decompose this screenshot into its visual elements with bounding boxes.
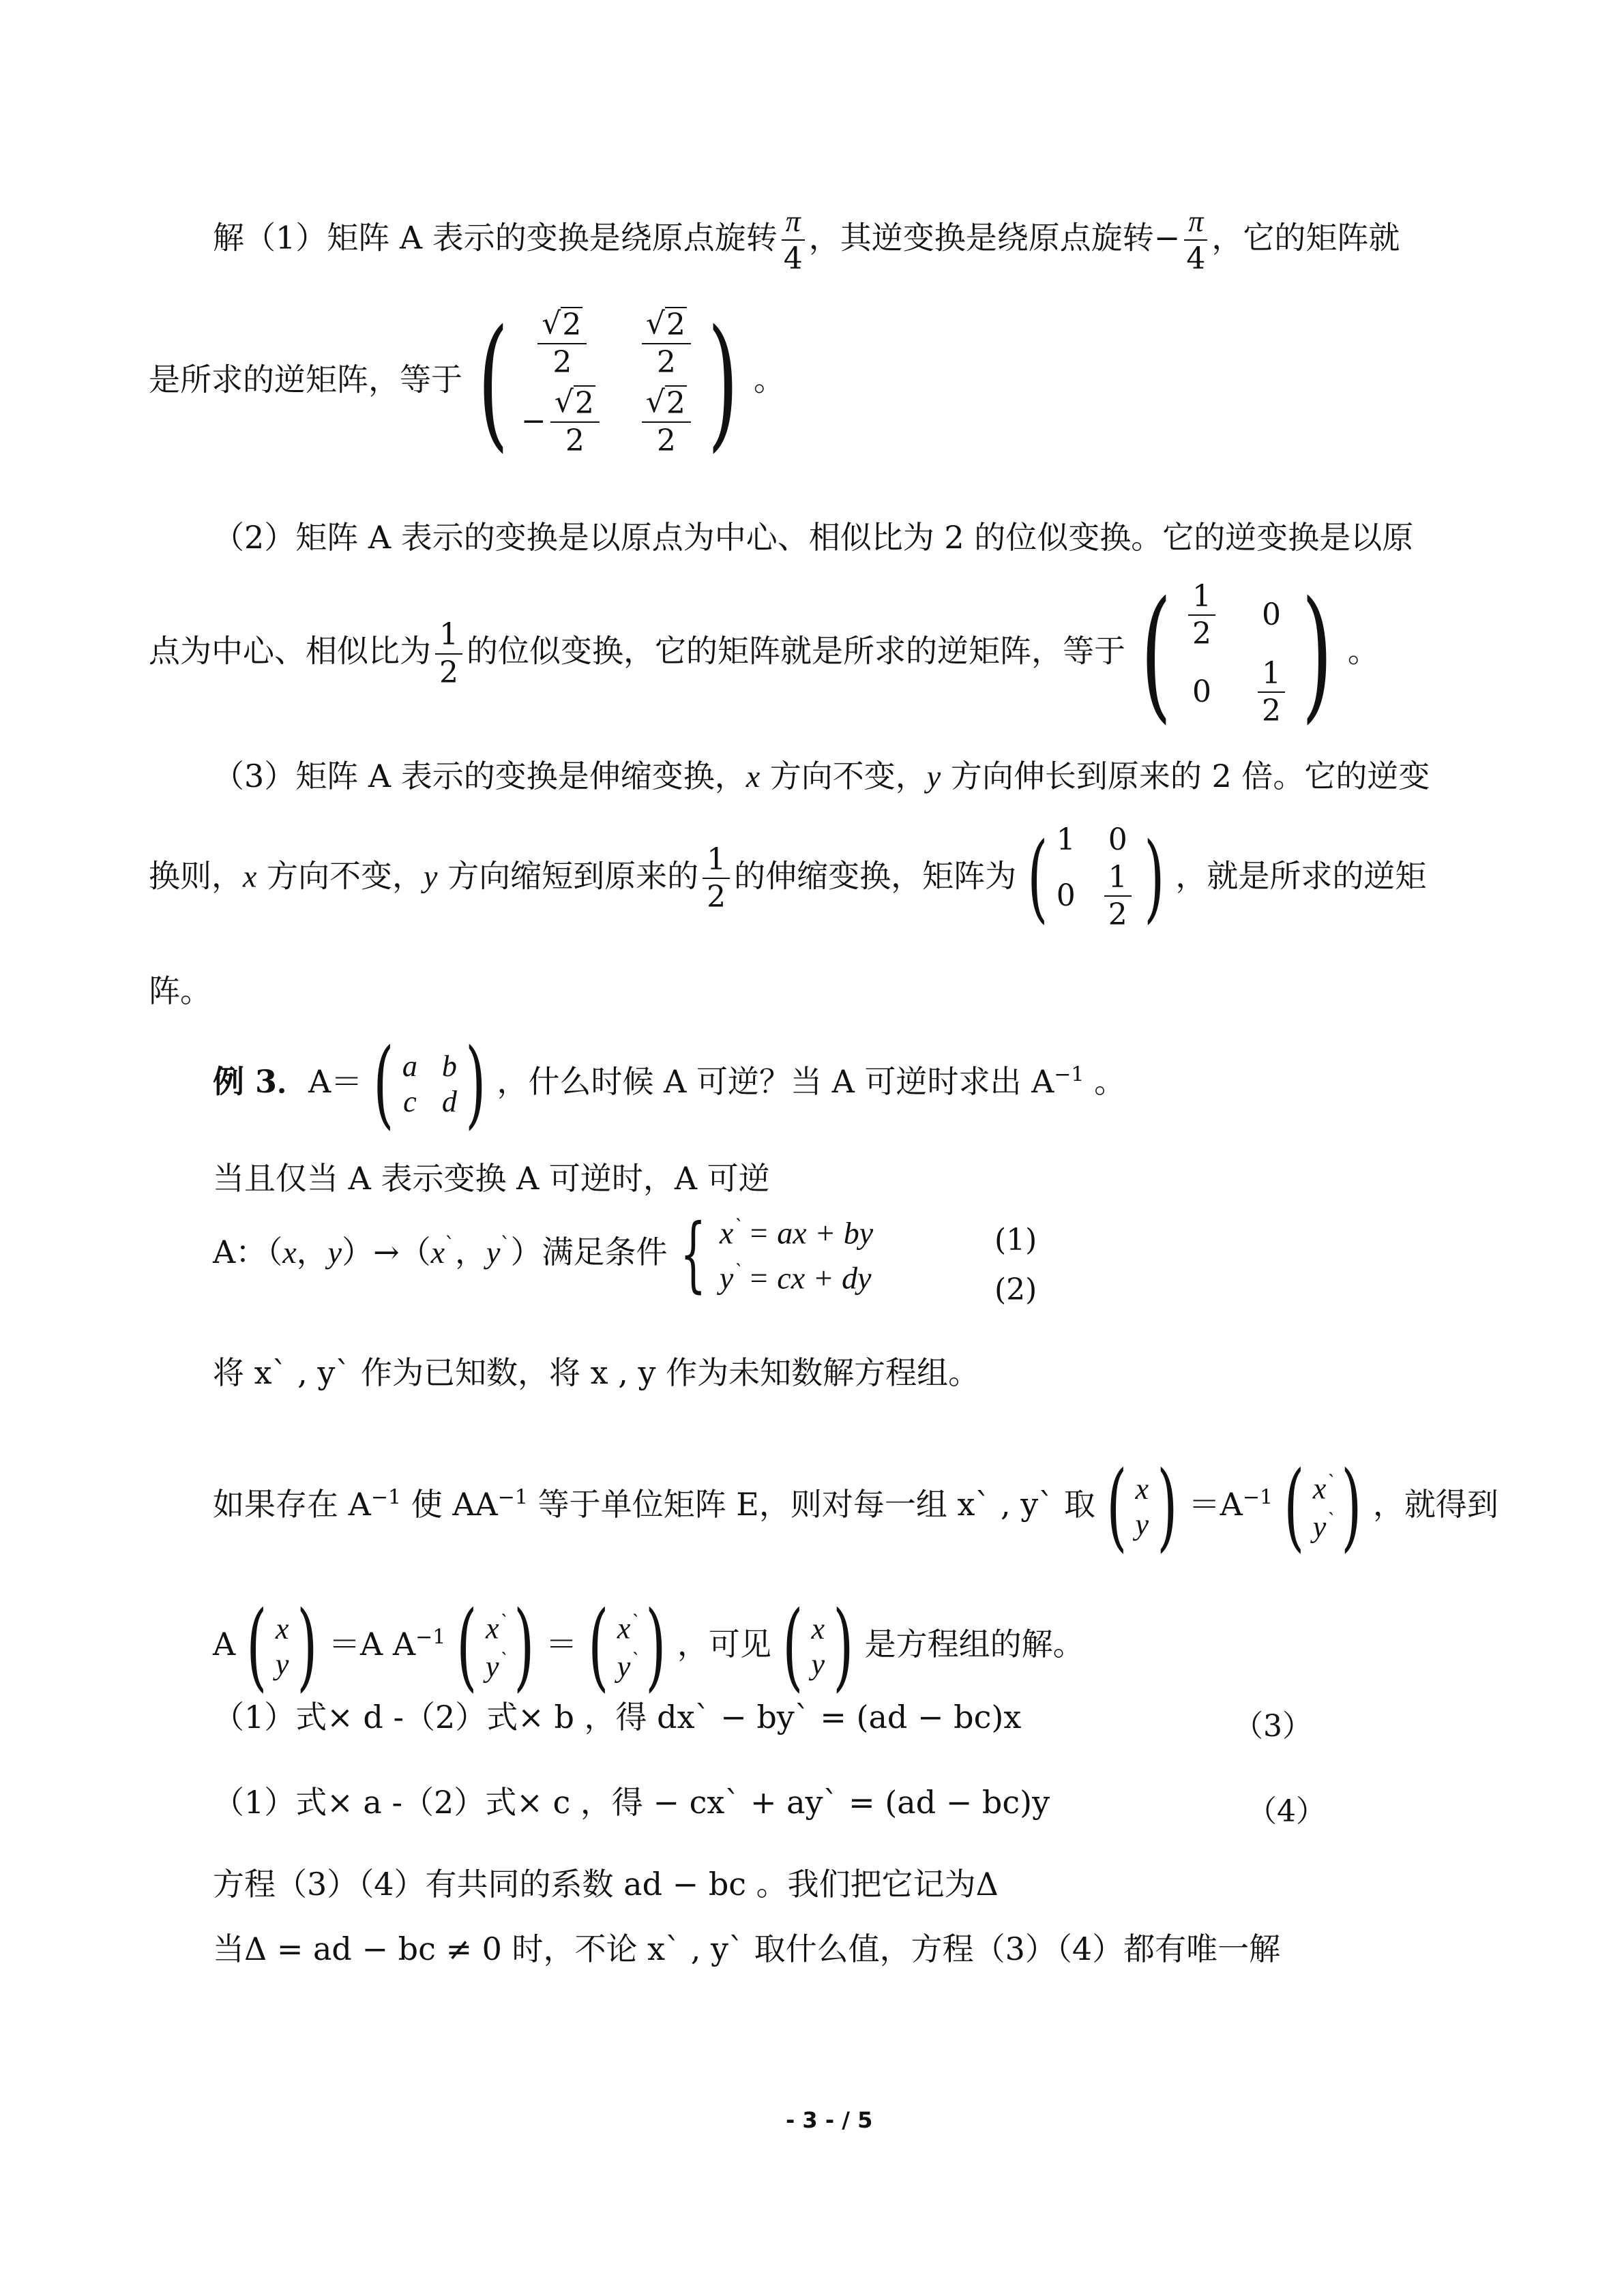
matrix-cell: a	[402, 1049, 417, 1083]
inverse-rotation-matrix: ( √ 2 2 √ 2 2 − √ 2 2 √ 2 2 )	[477, 298, 739, 466]
example3-line6: （1）式× d -（2）式× b ，得 dx` − by` = (ad − bc)x	[213, 1699, 1022, 1735]
page-number: - 3 - / 5	[786, 2107, 873, 2133]
equation-number-1: (1)	[994, 1223, 1037, 1257]
example3-line8: 方程（3）（4）有共同的系数 ad − bc 。我们把它记为Δ	[213, 1866, 999, 1903]
example3-line7: （1）式× a -（2）式× c ，得 − cx` + ay` = (ad − bc)y	[213, 1784, 1050, 1821]
matrix-cell: 1	[1056, 822, 1076, 857]
solution-part2-line1: （2）矩阵 A 表示的变换是以原点为中心、相似比为 2 的位似变换。它的逆变换是以原	[213, 519, 1414, 556]
solution-part1-line2: 是所求的逆矩阵，等于 ( √ 2 2 √ 2 2 − √ 2 2 √ 2 2 ) 。	[149, 298, 785, 466]
example3-line1: 当且仅当 A 表示变换 A 可逆时，A 可逆	[213, 1160, 770, 1197]
matrix-cell: $\frac{1}{2}$	[1188, 580, 1215, 651]
equation-number-4: （4）	[1247, 1794, 1326, 1829]
equation-number-2: (2)	[994, 1272, 1037, 1307]
matrix-cell: √ 2 2	[642, 307, 691, 380]
matrix-cell: 0	[1056, 878, 1076, 914]
equation-system: { x` = ax + by y` = cx + dy	[680, 1207, 874, 1302]
matrix-cell: $\frac{1}{2}$	[1258, 657, 1285, 728]
matrix-cell: d	[441, 1085, 457, 1118]
matrix-A: ( a b c d )	[373, 1028, 486, 1139]
solution-part3-line2: 换则，x 方向不变，y 方向缩短到原来的 $\frac{1}{2}$ 的伸缩变换，矩阵为 ( 1 0 0 $\frac{1}{2}$ ) ，就是所求的逆矩	[149, 822, 1427, 934]
column-vector-xy-prime: ( x` y` )	[1284, 1451, 1362, 1562]
matrix-cell: $\frac{1}{2}$	[1104, 861, 1132, 932]
fraction-pi-over-4: $\frac{\pi}{4}$	[782, 205, 805, 276]
example3-line4: 如果存在 $A^{-1}$ 使 $AA^{-1}$ 等于单位矩阵 E，则对每一组 x` , y` 取 ( x y ) $=A^{-1}$ ( x` y` ) ，就得到	[213, 1451, 1498, 1562]
inverse-scaling-matrix: ( $\frac{1}{2}$ 0 0 $\frac{1}{2}$ )	[1140, 569, 1333, 737]
example3-line3: 将 x` , y` 作为已知数，将 x , y 作为未知数解方程组。	[213, 1354, 980, 1391]
example3-line9: 当Δ = ad − bc ≠ 0 时，不论 x` , y` 取什么值，方程（3）（4）都有唯一解	[213, 1930, 1281, 1967]
example3-heading: 例 3．A＝ ( a b c d ) ，什么时候 A 可逆？当 A 可逆时求出 $A^{-1}$ 。	[213, 1028, 1126, 1139]
matrix-cell: b	[441, 1049, 457, 1083]
inverse-stretch-matrix: ( 1 0 0 $\frac{1}{2}$ )	[1027, 822, 1165, 934]
matrix-cell: 0	[1192, 674, 1211, 709]
column-vector-xy: ( x y )	[1106, 1451, 1178, 1562]
solution-part2-line2: 点为中心、相似比为 $\frac{1}{2}$ 的位似变换，它的矩阵就是所求的逆矩阵，等于 ( $\frac{1}{2}$ 0 0 $\frac{1}{2}$ ) 。	[149, 569, 1379, 737]
equation-number-3: （3）	[1233, 1709, 1312, 1744]
solution-part1-line1: 解（1）矩阵 A 表示的变换是绕原点旋转 $\frac{\pi}{4}$ ，其逆变换是绕原点旋转− $\frac{\pi}{4}$ ，它的矩阵就	[213, 205, 1400, 277]
matrix-cell: √ 2 2	[537, 307, 587, 380]
example3-line2: A：（x，y）→（x`，y`）满足条件 { x` = ax + by y` = cx + dy	[213, 1207, 874, 1302]
matrix-cell: c	[403, 1085, 417, 1118]
solution-part3-line3: 阵。	[149, 972, 211, 1009]
matrix-cell: 0	[1261, 597, 1281, 633]
matrix-cell: − √ 2 2	[521, 385, 604, 458]
fraction-one-half: $\frac{1}{2}$	[435, 618, 462, 689]
fraction-neg-pi-over-4: $\frac{\pi}{4}$	[1184, 205, 1207, 276]
fraction-one-half: $\frac{1}{2}$	[703, 843, 730, 914]
matrix-cell: 0	[1108, 822, 1127, 857]
solution-part3-line1: （3）矩阵 A 表示的变换是伸缩变换，x 方向不变，y 方向伸长到原来的 2 倍。它的逆变	[213, 758, 1430, 794]
example3-line5: A ( x y ) ＝A $A^{-1}$ ( x` y` ) ＝ ( x` y` ) ，可见 ( x y ) 是方程组的解。	[213, 1591, 1084, 1702]
matrix-cell: √ 2 2	[642, 385, 691, 458]
